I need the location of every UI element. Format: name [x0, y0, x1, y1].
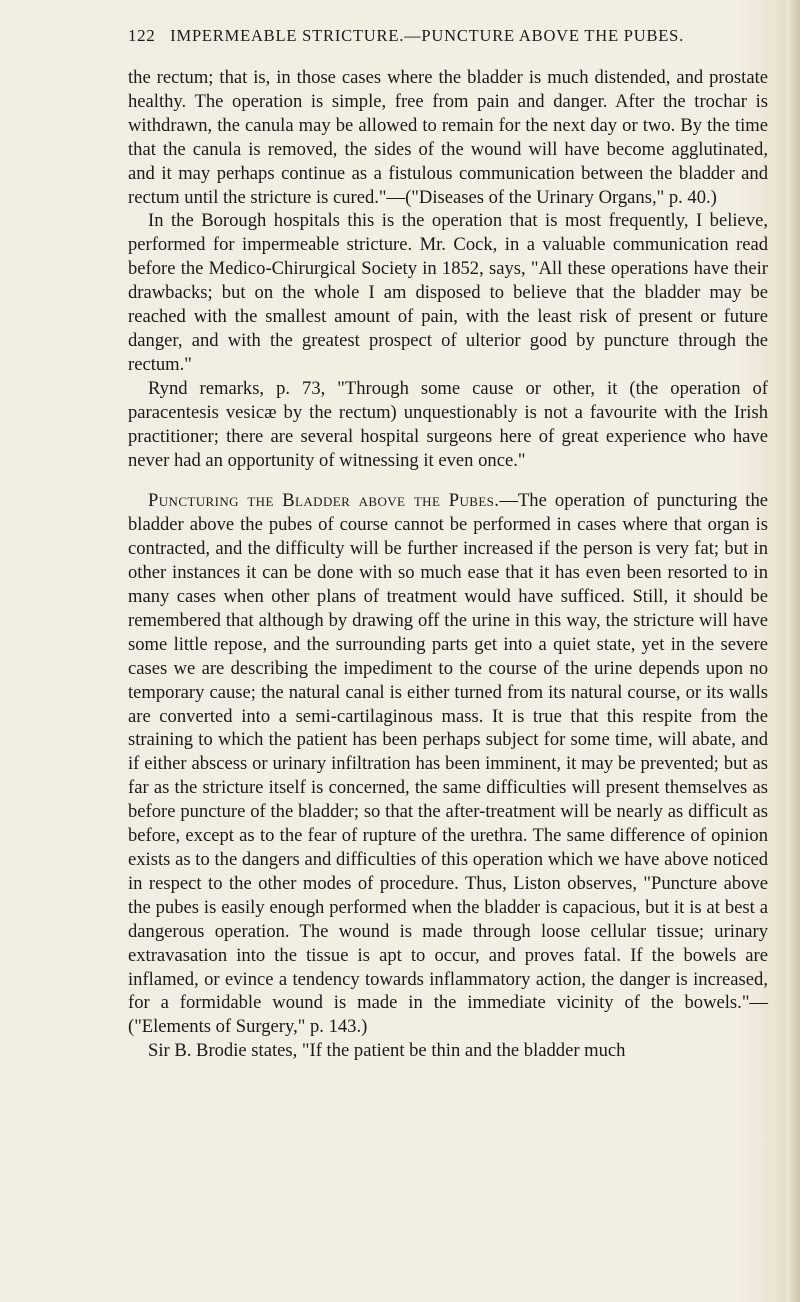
page-header	[128, 26, 778, 46]
page-edge	[786, 0, 800, 1302]
paragraph-rynd: Rynd remarks, p. 73, "Through some cause or other, it (the operation of paracentesis vesicæ by the rectum) unquestionably is not a favourite with the Irish practitioner; there are several hospital surgeons here of great experience who have never had an opportunity of witnessing it even once."	[128, 377, 768, 471]
section-puncturing-bladder	[128, 489, 768, 1039]
paragraph-borough-hospitals: In the Borough hospitals this is the operation that is most frequently, I believe, performed for impermeable stricture. Mr. Cock, in a valuable communication read before the Medico-Chirurgical Society in 1852, says, "All these operations have their drawbacks; but on the whole I am disposed to believe that the bladder may be reached with the smallest amount of pain, with the least risk of present or future danger, and with the greatest prospect of ulterior good by puncture through the rectum."	[128, 210, 768, 375]
section-text: —The operation of puncturing the bladder above the pubes of course cannot be performed in cases where that organ is contracted, and the difficulty will be further increased if the person is very fat; but in other instances it can be done with so much ease that it has even been resorted to in many cases when other plans of treatment would have sufficed. Still, it should be remembered that although by drawing off the urine in this way, the stricture will have some little repose, and the surrounding parts get into a quiet state, yet in the severe cases we are describing the impediment to the course of the urine depends upon no temporary cause; the natural canal is either turned from its natural course, or its walls are converted into a semi-cartilaginous mass. It is true that this respite from the straining to which the patient has been perhaps subject for some time, will abate, and if either abscess or urinary infiltration has been imminent, it may be prevented; but as far as the stricture itself is concerned, the same difficulties will present themselves as before puncture of the bladder; so that the after-treatment will be nearly as difficult as before, except as to the fear of rupture of the urethra. The same difference of opinion exists as to the dangers and difficulties of this operation which we have above noticed in respect to the other modes of procedure. Thus, Liston observes, "Puncture above the pubes is easily enough performed when the bladder is capacious, but it is at best a dangerous operation. The wound is made through loose cellular tissue; urinary extravasation into the tissue is apt to occur, and proves fatal. If the bowels are inflamed, or evince a tendency towards inflammatory action, the danger is increased, for a formidable wound is made in the immediate vicinity of the bowels."—("Elements of Surgery," p. 143.)	[128, 490, 769, 1038]
page-number: 122	[128, 26, 156, 45]
paragraph-continued: the rectum; that is, in those cases where the bladder is much distended, and prostate healthy. The operation is simple, free from pain and danger. After the trochar is withdrawn, the canula may be allowed to remain for the next day or two. By the time that the canula is removed, the sides of the wound will have become agglutinated, and it may perhaps continue as a fistulous communication between the bladder and rectum until the stricture is cured."—("Diseases of the Urinary Organs," p. 40.)	[128, 67, 768, 208]
paragraph-brodie: Sir B. Brodie states, "If the patient be thin and the bladder much	[148, 1040, 626, 1062]
body-text	[128, 66, 768, 1063]
running-title: IMPERMEABLE STRICTURE.—PUNCTURE ABOVE THE PUBES.	[170, 26, 685, 45]
section-heading: Puncturing the Bladder above the Pubes.	[148, 490, 500, 512]
